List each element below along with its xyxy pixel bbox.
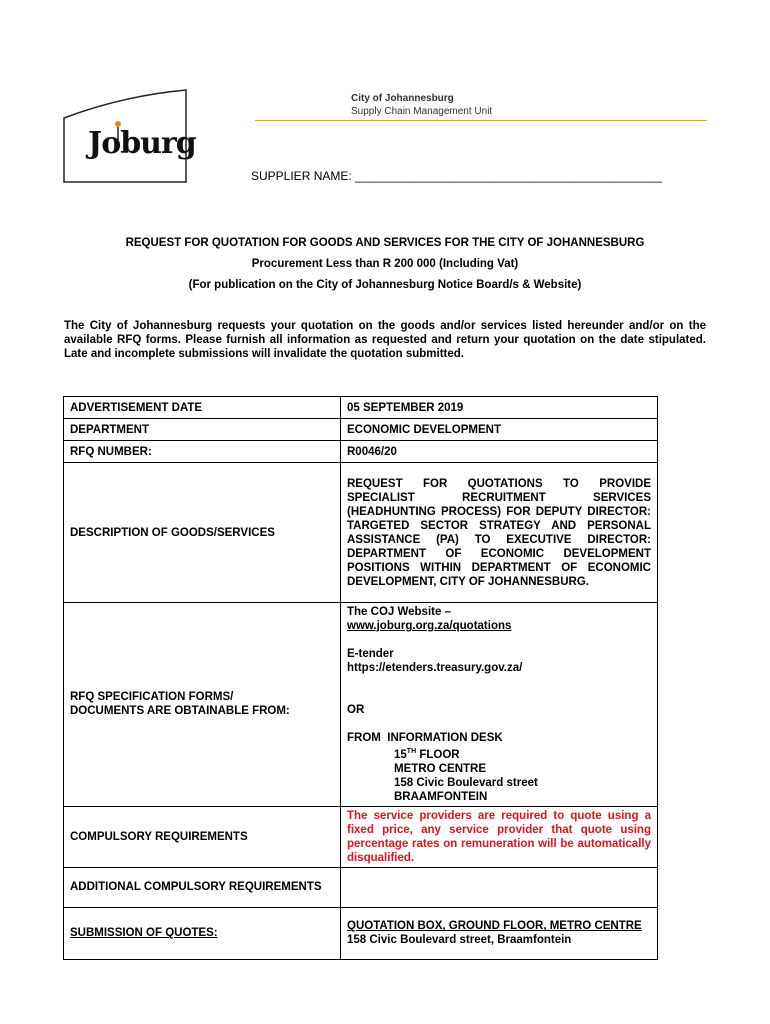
additional-label: ADDITIONAL COMPULSORY REQUIREMENTS bbox=[64, 867, 341, 907]
advert-date-value: 05 SEPTEMBER 2019 bbox=[341, 397, 658, 419]
table-row bbox=[64, 867, 658, 907]
rfq-number-value: R0046/20 bbox=[341, 441, 658, 463]
suburb: BRAAMFONTEIN bbox=[394, 790, 488, 803]
header-rule bbox=[255, 120, 707, 121]
additional-value bbox=[341, 867, 658, 907]
floor-suffix: TH bbox=[406, 748, 417, 755]
street-address: 158 Civic Boulevard street bbox=[394, 776, 538, 789]
table-row bbox=[64, 419, 658, 441]
supplier-name-field: SUPPLIER NAME: ______________________________________________ bbox=[251, 169, 663, 183]
metro-centre: METRO CENTRE bbox=[394, 762, 486, 775]
compulsory-label: COMPULSORY REQUIREMENTS bbox=[64, 806, 341, 867]
table-row bbox=[64, 441, 658, 463]
etender-label: E-tender bbox=[347, 648, 394, 660]
info-desk: INFORMATION DESK bbox=[387, 732, 503, 744]
description-label: DESCRIPTION OF GOODS/SERVICES bbox=[64, 463, 341, 603]
submission-box: QUOTATION BOX, GROUND FLOOR, METRO CENTRE bbox=[347, 920, 642, 933]
table-row bbox=[64, 603, 658, 807]
spec-forms-value bbox=[341, 603, 658, 807]
table-row bbox=[64, 907, 658, 959]
submission-label: SUBMISSION OF QUOTES: bbox=[64, 907, 341, 959]
advert-date-label: ADVERTISEMENT DATE bbox=[64, 397, 341, 419]
etender-link[interactable]: https://etenders.treasury.gov.za/ bbox=[347, 662, 523, 674]
from-label: FROM bbox=[347, 732, 381, 744]
publication-note: (For publication on the City of Johannesburg Notice Board/s & Website) bbox=[188, 279, 582, 291]
coj-website-label: The COJ Website – bbox=[347, 606, 451, 618]
spec-forms-label-line1: RFQ SPECIFICATION FORMS/ bbox=[70, 691, 234, 704]
submission-address: 158 Civic Boulevard street, Braamfontein bbox=[347, 934, 572, 947]
compulsory-value: The service providers are required to quote using a fixed price, any service provider that quote using percentage rates on remuneration will be automatically disqualified. bbox=[341, 806, 658, 867]
coj-website-link[interactable]: www.joburg.org.za/quotations bbox=[347, 620, 512, 632]
description-value: REQUEST FOR QUOTATIONS TO PROVIDE SPECIALIST RECRUITMENT SERVICES (HEADHUNTING PROCESS) FOR DEPUTY DIRECTOR: TARGETED SECTOR STRATEGY AND PERSONAL ASSISTANCE (PA) TO EXECUTIVE DIRECTOR: DEPARTMENT OF ECONOMIC DEVELOPMENT POSITIONS WITHIN DEPARTMENT OF ECONOMIC DEVELOPMENT, CITY OF JOHANNESBURG. bbox=[341, 463, 658, 603]
floor-number: 15 bbox=[394, 748, 407, 761]
org-name: City of Johannesburg bbox=[351, 93, 454, 104]
spec-forms-label-line2: DOCUMENTS ARE OBTAINABLE FROM: bbox=[70, 705, 290, 718]
floor-line bbox=[347, 745, 651, 762]
rfq-number-label: RFQ NUMBER: bbox=[64, 441, 341, 463]
org-unit: Supply Chain Management Unit bbox=[351, 106, 493, 117]
intro-paragraph: The City of Johannesburg requests your quotation on the goods and/or services listed hereunder and/or on the available RFQ forms. Please furnish all information as requested and return your quotation on the date stipulated. Late and incomplete submissions will invalidate the quotation submitted. bbox=[64, 320, 706, 360]
rfq-table bbox=[63, 396, 658, 960]
submission-value bbox=[341, 907, 658, 959]
or-text: OR bbox=[347, 704, 365, 716]
department-label: DEPARTMENT bbox=[64, 419, 341, 441]
table-row bbox=[64, 463, 658, 603]
joburg-logo bbox=[62, 88, 196, 184]
floor-word: FLOOR bbox=[416, 748, 460, 761]
from-line bbox=[347, 731, 651, 745]
table-row bbox=[64, 397, 658, 419]
org-block bbox=[351, 92, 492, 118]
spec-forms-label bbox=[64, 603, 341, 807]
logo-text: Joburg bbox=[88, 126, 196, 161]
document-subtitle: Procurement Less than R 200 000 (Including Vat) bbox=[251, 258, 519, 270]
table-row bbox=[64, 806, 658, 867]
document-title: REQUEST FOR QUOTATION FOR GOODS AND SERVICES FOR THE CITY OF JOHANNESBURG bbox=[125, 237, 645, 249]
department-value: ECONOMIC DEVELOPMENT bbox=[341, 419, 658, 441]
